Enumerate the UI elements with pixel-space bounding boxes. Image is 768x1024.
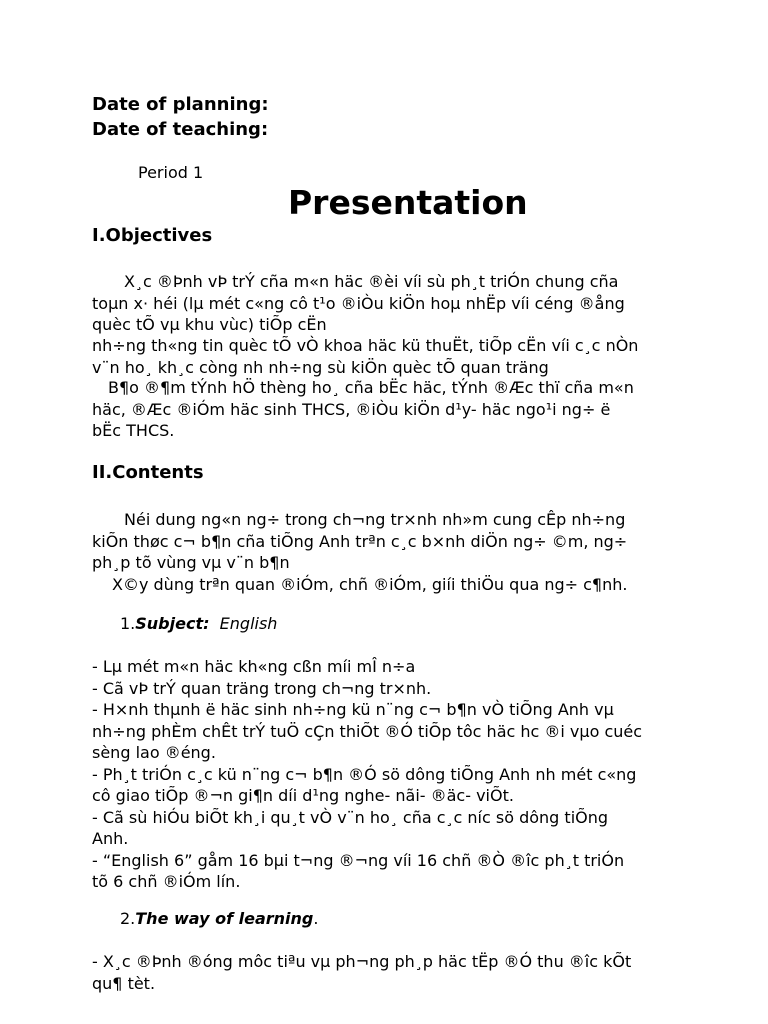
subject-line: 1.Subject: English — [120, 614, 278, 633]
way-of-learning-line: 2.The way of learning. — [120, 909, 319, 928]
date-of-teaching: Date of teaching: — [92, 119, 269, 140]
subject-bullets: - Lµ mét m«n häc kh«ng cßn míi mÎ n÷a - Cã vÞ trÝ quan träng trong ch¬ng tr×nh. - H×nh thµnh ë häc sinh nh÷ng kü n¨ng c¬ b¶n vÒ tiÕng Anh vµ nh÷ng phÈm chÊt trÝ tuÖ cÇn thiÕt ®Ó tiÕp tôc häc hc ®i vµo cuéc sèng lao ®éng. - Ph¸t triÓn c¸c kü n¨ng c¬ b¶n ®Ó sö dông tiÕng Anh nh mét c«ng cô giao tiÕp ®¬n gi¶n díi d¹ng nghe- nãi- ®äc- viÕt. - Cã sù hiÓu biÕt kh¸i qu¸t vÒ v¨n ho¸ cña c¸c níc sö dông tiÕng Anh. - “English 6” gåm 16 bµi t¬ng ®¬ng víi 16 chñ ®Ò ®îc ph¸t triÓn tõ 6 chñ ®iÓm lín. — [92, 657, 643, 891]
way-of-learning-paragraph: - X¸c ®Þnh ®óng môc tiªu vµ ph¬ng ph¸p häc tËp ®Ó thu ®îc kÕt qu¶ tèt. — [92, 952, 632, 993]
period-label: Period 1 — [138, 163, 204, 182]
date-of-planning: Date of planning: — [92, 94, 269, 115]
section-contents-heading: II.Contents — [92, 462, 204, 483]
objectives-paragraph-2: nh÷ng th«ng tin quèc tÕ vÒ khoa häc kü thuËt, tiÕp cËn víi c¸c nÒn v¨n ho¸ kh¸c còng nh nh÷ng sù kiÖn quèc tÕ quan träng — [92, 336, 639, 377]
section-objectives-heading: I.Objectives — [92, 225, 213, 246]
objectives-paragraph-3: B¶o ®¶m tÝnh hÖ thèng ho¸ cña bËc häc, tÝnh ®Æc thï cña m«n häc, ®Æc ®iÓm häc sinh THCS, ®iÒu kiÖn d¹y- häc ngo¹i ng÷ ë bËc THCS. — [92, 378, 634, 440]
objectives-paragraph-1: X¸c ®Þnh vÞ trÝ cña m«n häc ®èi víi sù ph¸t triÓn chung cña toµn x· héi (lµ mét c«ng cô t¹o ®iÒu kiÖn hoµ nhËp víi céng ®ång quèc tÕ vµ khu vùc) tiÕp cËn — [92, 272, 625, 334]
contents-paragraph-1: Néi dung ng«n ng÷ trong ch¬ng tr×nh nh»m cung cÊp nh÷ng kiÕn thøc c¬ b¶n cña tiÕng Anh trªn c¸c b×nh diÖn ng÷ ©m, ng÷ ph¸p tõ vùng vµ v¨n b¶n X©y dùng trªn quan ®iÓm, chñ ®iÓm, giíi thiÖu qua ng÷ c¶nh. — [92, 510, 628, 594]
page-title: Presentation — [288, 183, 528, 222]
